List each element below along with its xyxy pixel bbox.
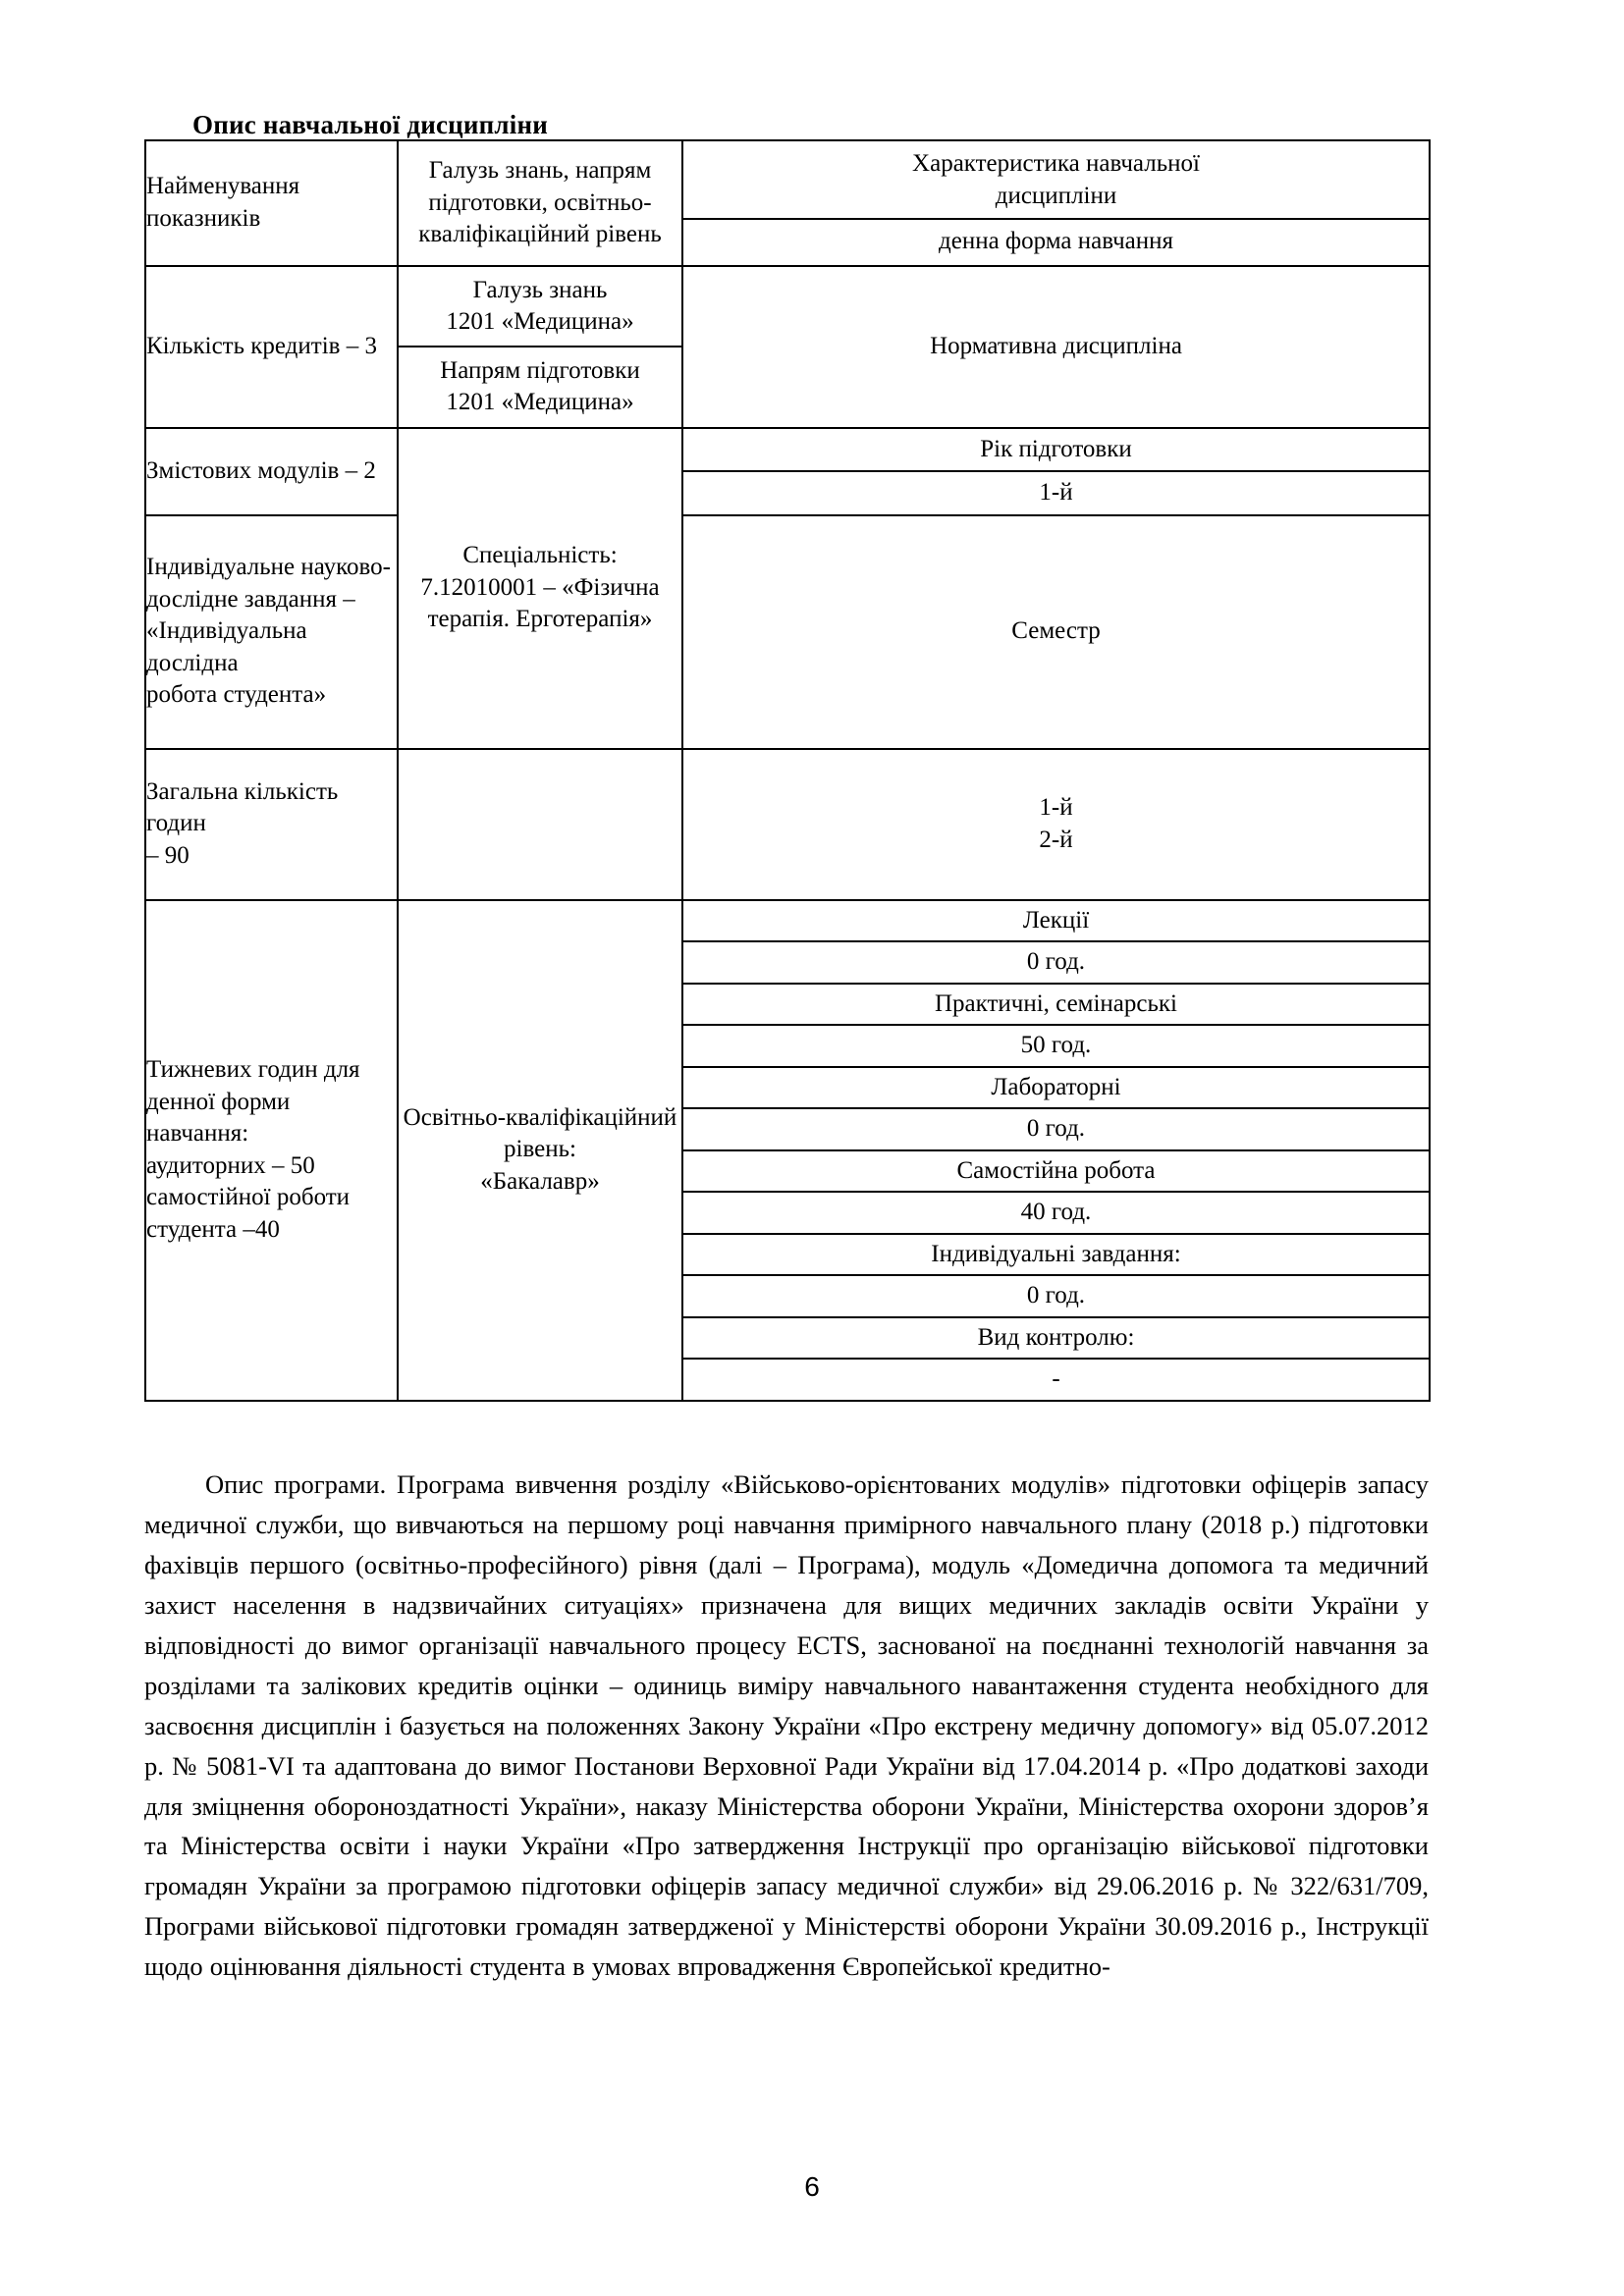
breakdown-value-cell: 0 год.: [683, 1108, 1429, 1150]
characteristic-subtitle-row: [683, 219, 1429, 265]
credits-label-cell: Кількість кредитів – 3: [145, 266, 398, 428]
page-number: 6: [804, 2171, 820, 2202]
semester-header-cell: Семестр: [682, 515, 1430, 749]
characteristic-subtitle-cell: денна форма навчання: [939, 228, 1173, 254]
qualification-line3: «Бакалавр»: [480, 1167, 600, 1195]
field-of-knowledge-line2: 1201 «Медицина»: [446, 308, 634, 335]
specialty-line3: терапія. Ерготерапія»: [427, 606, 653, 633]
characteristic-title-line2: дисципліни: [995, 182, 1117, 209]
individual-task-line1: Індивідуальне науково-: [146, 554, 391, 581]
breakdown-value-cell: 0 год.: [683, 941, 1429, 984]
breakdown-value-cell: -: [1052, 1365, 1060, 1392]
characteristic-title-line1: Характеристика навчальної: [912, 150, 1200, 177]
qualification-level-cell: [398, 900, 682, 1401]
year-header-cell: Рік підготовки: [683, 429, 1429, 472]
field-of-knowledge-cell: [399, 267, 681, 347]
table-row-modules: [145, 428, 1430, 515]
field-of-knowledge-row: [399, 267, 681, 347]
breakdown-name-row: [683, 1067, 1429, 1109]
characteristic-title-row: [683, 141, 1429, 219]
year-subtable: [683, 429, 1429, 514]
breakdown-name-cell: Індивідуальні завдання:: [683, 1234, 1429, 1276]
breakdown-value-row: [683, 1192, 1429, 1234]
breakdown-value-row: [683, 941, 1429, 984]
breakdown-name-cell: Лекції: [683, 901, 1429, 942]
course-description-table: [144, 139, 1431, 1402]
individual-task-line3: «Індивідуальна дослідна: [146, 617, 307, 676]
individual-task-line4: робота студента»: [146, 681, 327, 709]
characteristic-subtable: [683, 141, 1429, 265]
total-hours-line1: Загальна кількість годин: [146, 777, 339, 837]
total-hours-label-cell: [145, 749, 398, 900]
direction-row: [399, 347, 681, 427]
qualification-line2: рівень:: [504, 1136, 576, 1163]
breakdown-name-row: [683, 984, 1429, 1026]
breakdown-value-cell: 40 год.: [683, 1192, 1429, 1234]
hours-breakdown-subtable: [683, 901, 1429, 1400]
header-cell-field: [398, 140, 682, 266]
header-cell-indicators: [145, 140, 398, 266]
qualification-line1: Освітньо-кваліфікаційний: [403, 1103, 677, 1131]
semester-value-1: 1-й: [1039, 794, 1073, 821]
weekly-hours-line2: денної форми навчання:: [146, 1088, 291, 1147]
table-row-total-hours: [145, 749, 1430, 900]
credits-field-cell: [398, 266, 682, 428]
breakdown-name-row: [683, 901, 1429, 942]
weekly-hours-line1: Тижневих годин для: [146, 1056, 360, 1083]
weekly-hours-line4: самостійної роботи: [146, 1184, 351, 1210]
hours-breakdown-cell: [682, 900, 1430, 1401]
weekly-hours-line3: аудиторних – 50: [146, 1151, 315, 1179]
header-field-line1: Галузь знань, напрям: [428, 157, 652, 184]
breakdown-value-cell: 0 год.: [683, 1275, 1429, 1317]
credits-character-cell: Нормативна дисципліна: [682, 266, 1430, 428]
weekly-hours-label-cell: [145, 900, 398, 1401]
semester-values-cell: [682, 749, 1430, 900]
field-subtable: [399, 267, 681, 427]
header-field-line2: підготовки, освітньо-: [428, 188, 652, 216]
breakdown-name-cell: Лабораторні: [683, 1067, 1429, 1109]
breakdown-value-row: [683, 1359, 1429, 1400]
modules-label-cell: Змістових модулів – 2: [145, 428, 398, 515]
breakdown-value-row: [683, 1275, 1429, 1317]
total-hours-middle-cell: [398, 749, 682, 900]
direction-cell: [399, 347, 681, 427]
specialty-cell: [398, 428, 682, 749]
table-row-credits: [145, 266, 1430, 428]
breakdown-name-cell: Практичні, семінарські: [683, 984, 1429, 1026]
total-hours-line2: – 90: [146, 841, 189, 869]
direction-line1: Напрям підготовки: [440, 356, 640, 384]
individual-task-line2: дослідне завдання –: [146, 585, 355, 613]
table-row-weekly-hours: [145, 900, 1430, 1401]
individual-task-label-cell: [145, 515, 398, 749]
breakdown-value-row: [683, 1025, 1429, 1067]
breakdown-name-row: [683, 1317, 1429, 1360]
breakdown-value-cell: 50 год.: [683, 1025, 1429, 1067]
year-value-cell: 1-й: [1039, 479, 1073, 506]
year-value-row: [683, 471, 1429, 514]
year-cell: [682, 428, 1430, 515]
section-title: Опис навчальної дисципліни: [192, 110, 548, 139]
characteristic-title-cell: [683, 141, 1429, 219]
breakdown-name-row: [683, 1150, 1429, 1193]
breakdown-name-cell: Самостійна робота: [683, 1150, 1429, 1193]
weekly-hours-line5: студента –40: [146, 1215, 280, 1243]
breakdown-value-row: [683, 1108, 1429, 1150]
table-header-row: [145, 140, 1430, 266]
specialty-line2: 7.12010001 – «Фізична: [420, 573, 660, 601]
specialty-line1: Спеціальність:: [462, 542, 618, 569]
breakdown-name-row: [683, 1234, 1429, 1276]
header-field-line3: кваліфікаційний рівень: [418, 221, 662, 247]
header-cell-characteristic: [682, 140, 1430, 266]
year-header-row: [683, 429, 1429, 472]
direction-line2: 1201 «Медицина»: [446, 389, 634, 415]
header-indicators-label: Найменування показників: [146, 173, 300, 232]
semester-value-2: 2-й: [1039, 826, 1073, 853]
field-of-knowledge-line1: Галузь знань: [472, 276, 608, 303]
breakdown-name-cell: Вид контролю:: [683, 1317, 1429, 1360]
table-row-individual-task: [145, 515, 1430, 749]
program-description-paragraph: Опис програми. Програма вивчення розділу «Військово-орієнтованих модулів» підготовки офіцерів запасу медичної служби, що вивчаються на першому році навчання примірного навчального плану (2018 р.) підготовки фахівців першого (освітньо-професійного) рівня (далі – Програма), модуль «Домедична допомога та медичний захист населення в надзвичайних ситуаціях» призначена для вищих медичних закладів освіти України у відповідності до вимог організації навчального процесу ECTS, заснованої на поєднанні технологій навчання за розділами та залікових кредитів оцінки – одиниць виміру навчального навантаження студента необхідного для засвоєння дисциплін і базується на положеннях Закону України «Про екстрену медичну допомогу» від 05.07.2012 р. № 5081-VI та адаптована до вимог Постанови Верховної Ради України від 17.04.2014 р. «Про додаткові заходи для зміцнення обороноздатності України», наказу Міністерства оборони України, Міністерства охорони здоров’я та Міністерства освіти і науки України «Про затвердження Інструкції про організацію військової підготовки громадян України за програмою підготовки офіцерів запасу медичної служби» від 29.06.2016 р. № 322/631/709, Програми військової підготовки громадян затвердженої у Міністерстві оборони України 30.09.2016 р., Інструкції щодо оцінювання діяльності студента в умовах впровадження Європейської кредитно-: [144, 1469, 1429, 1982]
